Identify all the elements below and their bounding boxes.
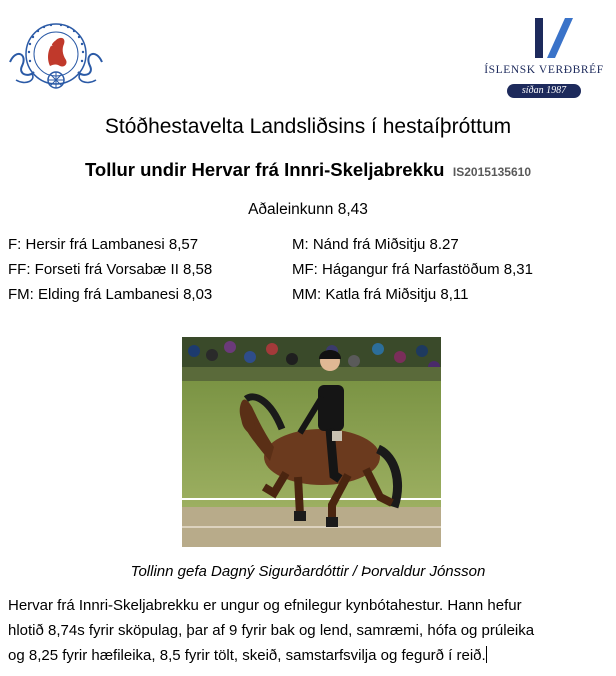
horse-photo bbox=[182, 337, 441, 547]
description-paragraph[interactable] bbox=[8, 593, 612, 668]
pedigree-dam-sire: MF: Hágangur frá Narfastöðum 8,31 bbox=[292, 261, 533, 278]
pedigree-dam: M: Nánd frá Miðsitju 8.27 bbox=[292, 236, 459, 253]
landssamband-logo bbox=[6, 14, 106, 100]
horse-heading bbox=[0, 157, 616, 185]
islensk-verdbref-logo bbox=[475, 14, 613, 100]
horse-id: IS2015135610 bbox=[452, 165, 531, 179]
photo-caption: Tollinn gefa Dagný Sigurðardóttir / Þorvaldur Jónsson bbox=[130, 563, 486, 580]
pedigree-sire-side bbox=[8, 232, 212, 307]
main-score: Aðaleinkunn 8,43 bbox=[248, 201, 368, 218]
since-badge: síðan 1987 bbox=[507, 84, 581, 98]
horse-name: Tollur undir Hervar frá Innri-Skeljabrekku bbox=[84, 159, 445, 180]
brand-name: ÍSLENSK VERÐBRÉF bbox=[484, 64, 604, 76]
description-line: Hervar frá Innri-Skeljabrekku er ungur og efnilegur kynbótahestur. Hann hefur bbox=[8, 597, 522, 614]
text-cursor bbox=[486, 646, 487, 663]
description-line: hlotið 8,74s fyrir sköpulag, þar af 9 fyrir bak og lend, samræmi, hófa og prúleika bbox=[8, 622, 535, 639]
pedigree-sire-dam: FM: Elding frá Lambanesi 8,03 bbox=[8, 286, 213, 303]
description-line-last bbox=[8, 643, 612, 668]
pedigree-sire-sire: FF: Forseti frá Vorsabæ II 8,58 bbox=[8, 261, 213, 278]
pedigree-dam-side bbox=[292, 232, 533, 307]
page-title: Stóðhestavelta Landsliðsins í hestaíþróttum bbox=[104, 115, 512, 138]
pedigree-dam-dam: MM: Katla frá Miðsitju 8,11 bbox=[292, 286, 469, 303]
pedigree-sire: F: Hersir frá Lambanesi 8,57 bbox=[8, 236, 199, 253]
description-line: og 8,25 fyrir hæfileika, 8,5 fyrir tölt, skeið, samstarfsvilja og fegurð í reið. bbox=[8, 647, 486, 664]
